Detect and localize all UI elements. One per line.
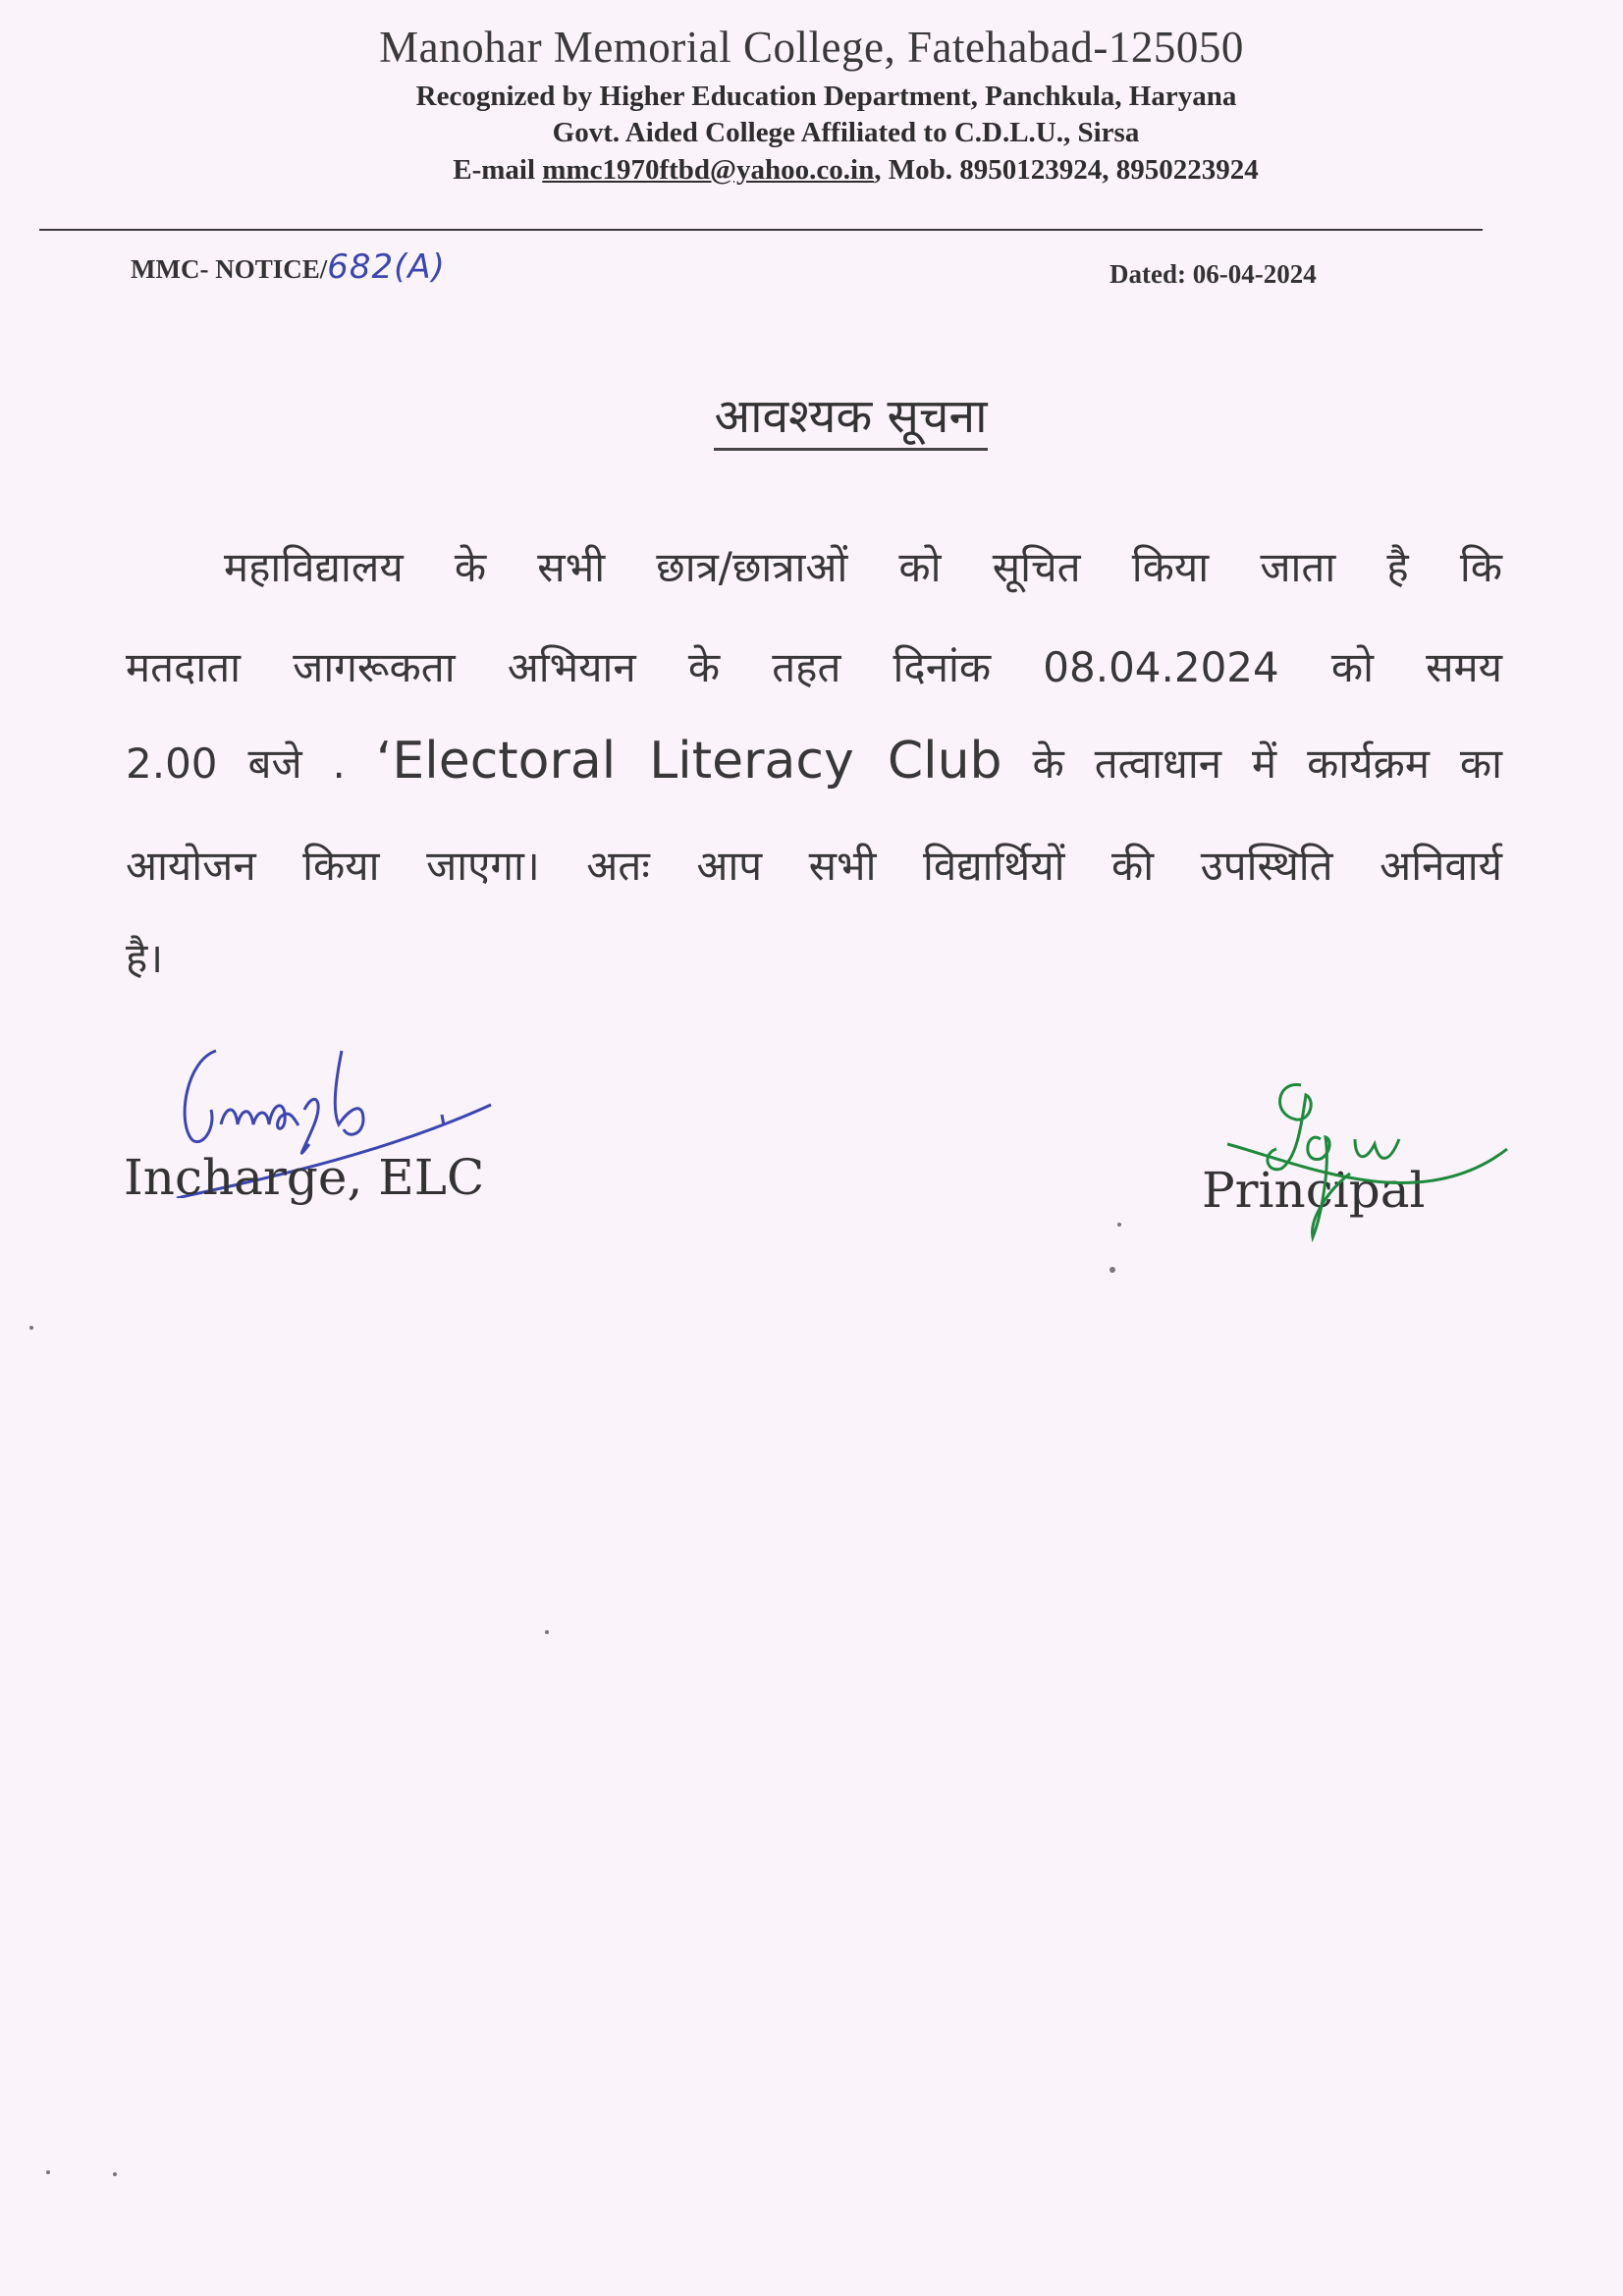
email-link[interactable]: mmc1970ftbd@yahoo.co.in <box>542 154 875 186</box>
body-line-5: है। <box>126 934 164 982</box>
notice-heading <box>0 383 1623 447</box>
scan-speck <box>1117 1223 1121 1227</box>
principal-label: Principal <box>1202 1162 1426 1219</box>
body-line-2: मतदाता जागरूकता अभियान के तहत दिनांक 08.04.2024 को समय <box>126 643 1502 691</box>
body-line-3-english: ‘Electoral Literacy Club <box>375 732 1002 791</box>
notice-date: Dated: 06-04-2024 <box>1109 259 1317 289</box>
scan-speck <box>1109 1267 1115 1273</box>
notice-number-handwritten: 682(A) <box>327 247 446 287</box>
body-line-4: आयोजन किया जाएगा। अतः आप सभी विद्यार्थियों की उपस्थिति अनिवार्य <box>126 842 1502 890</box>
scan-speck <box>46 2170 50 2174</box>
college-name: Manohar Memorial College, Fatehabad-125050 <box>379 23 1244 72</box>
notice-number <box>131 247 446 287</box>
email-label: E-mail <box>453 154 536 186</box>
mobile-numbers: , Mob. 8950123924, 8950223924 <box>874 154 1259 186</box>
affiliation-line: Govt. Aided College Affiliated to C.D.L.U., Sirsa <box>552 117 1140 148</box>
scan-speck <box>113 2172 117 2176</box>
header-divider <box>39 229 1483 231</box>
scan-speck <box>29 1326 33 1330</box>
notice-heading-text: आवश्यक सूचना <box>714 389 987 451</box>
body-line-1: महाविद्यालय के सभी छात्र/छात्राओं को सूचित किया जाता है कि <box>224 543 1502 591</box>
contact-line <box>0 154 1623 187</box>
body-line-3-pre: 2.00 बजे . <box>126 739 346 788</box>
body-line-3-post: के तत्वाधान में कार्यक्रम का <box>1032 739 1503 788</box>
body-line-3 <box>126 732 1502 791</box>
notice-number-prefix: MMC- NOTICE/ <box>131 254 328 284</box>
incharge-label: Incharge, ELC <box>124 1149 485 1206</box>
scan-speck <box>545 1630 549 1634</box>
principal-signature <box>1222 1070 1517 1257</box>
recognition-line: Recognized by Higher Education Department, Panchkula, Haryana <box>415 81 1237 112</box>
